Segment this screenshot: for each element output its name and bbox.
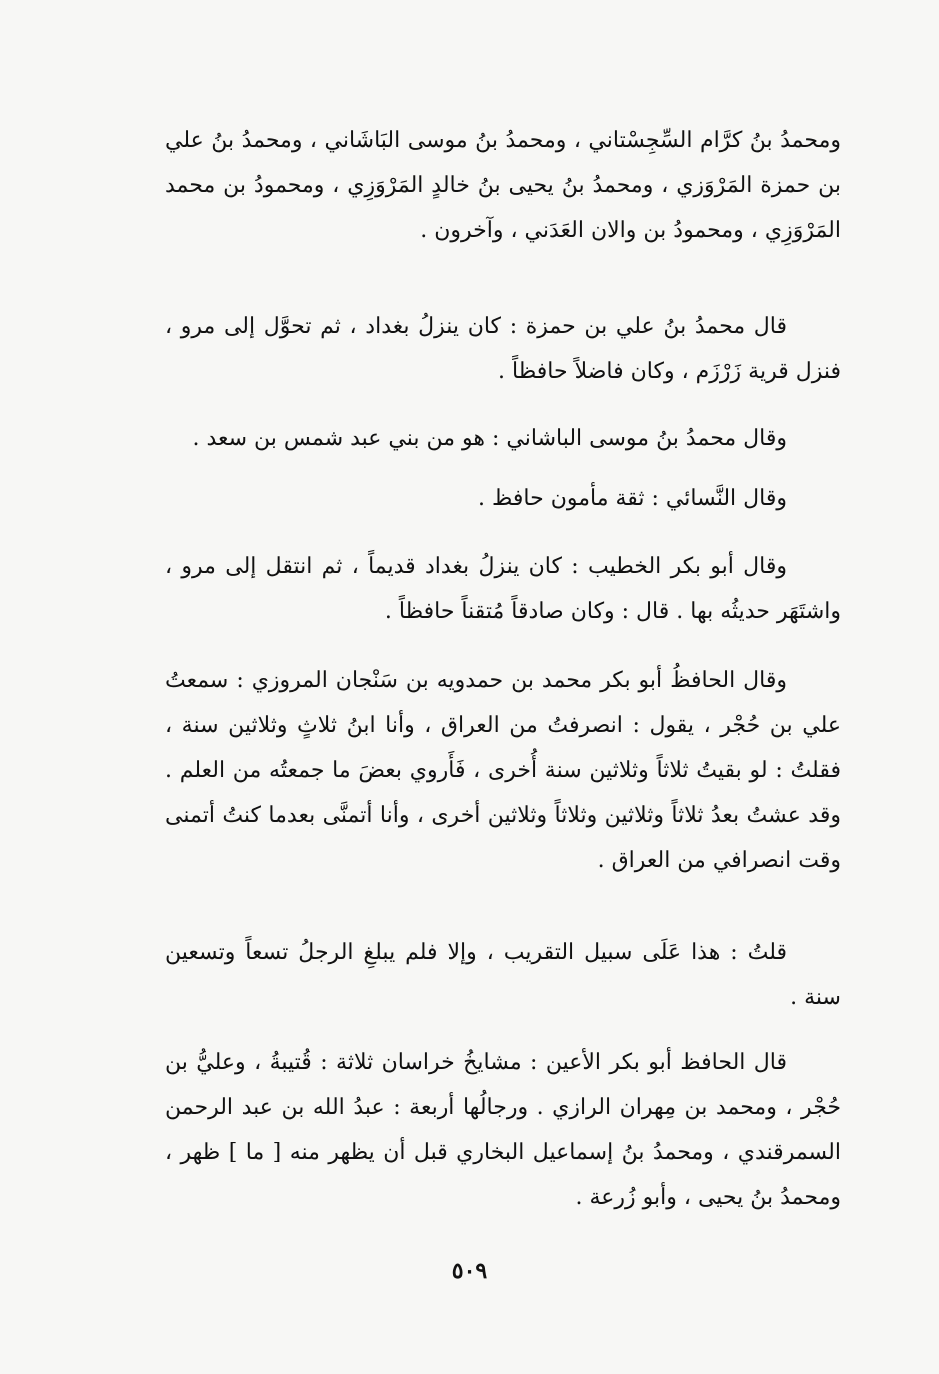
page-number: ٥٠٩ bbox=[451, 1258, 488, 1284]
paragraph: وقال أبو بكر الخطيب : كان ينزلُ بغداد قديماً ، ثم انتقل إلى مرو ، واشتَهَر حديثُه بها . قال : وكان صادقاً مُتقناً حافظاً . bbox=[165, 554, 841, 624]
paragraph-aayan bbox=[165, 1040, 841, 1220]
paragraph-narrators bbox=[165, 118, 841, 253]
paragraph: قال الحافظ أبو بكر الأعين : مشايخُ خراسان ثلاثة : قُتيبةُ ، وعليُّ بن حُجْر ، ومحمد بن مِهران الرازي . ورجالُها أربعة : عبدُ الله بن عبد الرحمن السمرقندي ، ومحمدُ بنُ إسماعيل البخاري قبل أن يظهر منه [ ما ] ظهر ، ومحمدُ بنُ يحيى ، وأبو زُرعة . bbox=[165, 1050, 841, 1210]
paragraph-nasai bbox=[165, 476, 841, 521]
paragraph: قال محمدُ بنُ علي بن حمزة : كان ينزلُ بغداد ، ثم تحوَّل إلى مرو ، فنزل قرية زَرْزَم ، وكان فاضلاً حافظاً . bbox=[165, 314, 841, 384]
paragraph: وقال محمدُ بنُ موسى الباشاني : هو من بني عبد شمس بن سعد . bbox=[192, 426, 787, 451]
paragraph-hamdawayh bbox=[165, 658, 841, 883]
paragraph-bashani bbox=[165, 416, 841, 461]
paragraph: وقال النَّسائي : ثقة مأمون حافظ . bbox=[478, 486, 787, 511]
paragraph: قلتُ : هذا عَلَى سبيل التقريب ، وإلا فلم يبلغِ الرجلُ تسعاً وتسعين سنة . bbox=[165, 940, 841, 1010]
paragraph-khatib bbox=[165, 544, 841, 634]
paragraph: وقال الحافظُ أبو بكر محمد بن حمدويه بن سَنْجان المروزي : سمعتُ علي بن حُجْر ، يقول : انصرفتُ من العراق ، وأنا ابنُ ثلاثٍ وثلاثين سنة ، فقلتُ : لو بقيتُ ثلاثاً وثلاثين سنة أُخرى ، فَأَروي بعضَ ما جمعتُه من العلم . وقد عشتُ بعدُ ثلاثاً وثلاثين وثلاثاً وثلاثين أخرى ، وأنا أتمنَّى بعدما كنتُ أتمنى وقت انصرافي من العراق . bbox=[165, 668, 841, 873]
paragraph-ibn-hamza bbox=[165, 304, 841, 394]
paragraph: ومحمدُ بنُ كرَّام السِّجِسْتاني ، ومحمدُ بنُ موسى البَاشَاني ، ومحمدُ بنُ علي بن حمزة المَرْوَزي ، ومحمدُ بنُ يحيى بنُ خالدٍ المَرْوَزِي ، ومحمودُ بن محمد المَرْوَزِي ، ومحمودُ بن والان العَدَني ، وآخرون . bbox=[165, 128, 841, 243]
paragraph-author-note bbox=[165, 930, 841, 1020]
